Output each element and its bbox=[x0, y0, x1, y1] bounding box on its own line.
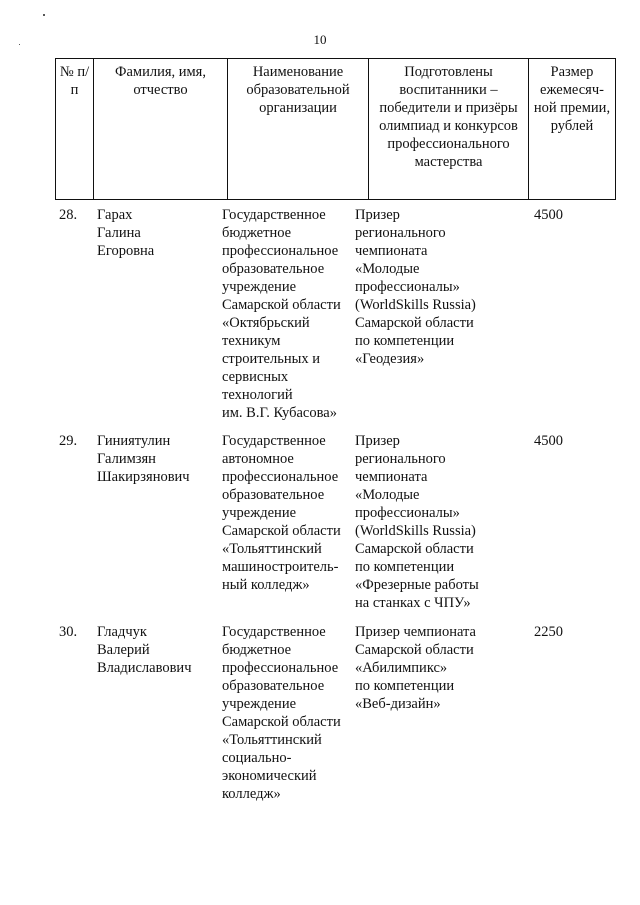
header-num: № п/п bbox=[56, 59, 94, 200]
row-achievement: Призер регионального чемпионата «Молодые профессионалы» (WorldSkills Russia) Самарской области по компетенции «Геодезия» bbox=[355, 207, 476, 367]
row-achievement: Призер регионального чемпионата «Молодые профессионалы» (WorldSkills Russia) Самарской области по компетенции «Фрезерные работы на станках с ЧПУ» bbox=[355, 433, 479, 611]
row-name: Гладчук Валерий Владиславович bbox=[97, 624, 192, 676]
row-number: 28. bbox=[59, 207, 78, 223]
table-header bbox=[55, 58, 616, 200]
row-organization: Государственное автономное профессиональное образовательное учреждение Самарской области «Тольяттинский машиностроитель- ный колледж» bbox=[222, 433, 341, 593]
row-amount: 2250 bbox=[534, 624, 563, 640]
page-number: 10 bbox=[313, 32, 327, 47]
row-organization: Государственное бюджетное профессиональное образовательное учреждение Самарской области «Тольяттинский социально- экономический колледж» bbox=[222, 624, 341, 802]
header-amount: Размер ежемесяч-ной премии, рублей bbox=[529, 59, 616, 200]
row-number: 30. bbox=[59, 624, 78, 640]
row-amount: 4500 bbox=[534, 207, 563, 223]
row-amount: 4500 bbox=[534, 433, 563, 449]
header-name: Фамилия, имя, отчество bbox=[94, 59, 228, 200]
row-name: Гиниятулин Галимзян Шакирзянович bbox=[97, 433, 190, 485]
row-organization: Государственное бюджетное профессиональное образовательное учреждение Самарской области «Октябрьский техникум строительных и сервисных технологий им. В.Г. Кубасова» bbox=[222, 207, 341, 421]
row-name: Гарах Галина Егоровна bbox=[97, 207, 155, 259]
row-achievement: Призер чемпионата Самарской области «Абилимпикс» по компетенции «Веб-дизайн» bbox=[355, 624, 476, 712]
header-organization: Наименование образовательной организации bbox=[228, 59, 369, 200]
scan-speck bbox=[43, 14, 45, 16]
header-achievement: Подготовлены воспитанники – победители и призёры олимпиад и конкурсов профессионального мастерства bbox=[369, 59, 529, 200]
row-number: 29. bbox=[59, 433, 78, 449]
